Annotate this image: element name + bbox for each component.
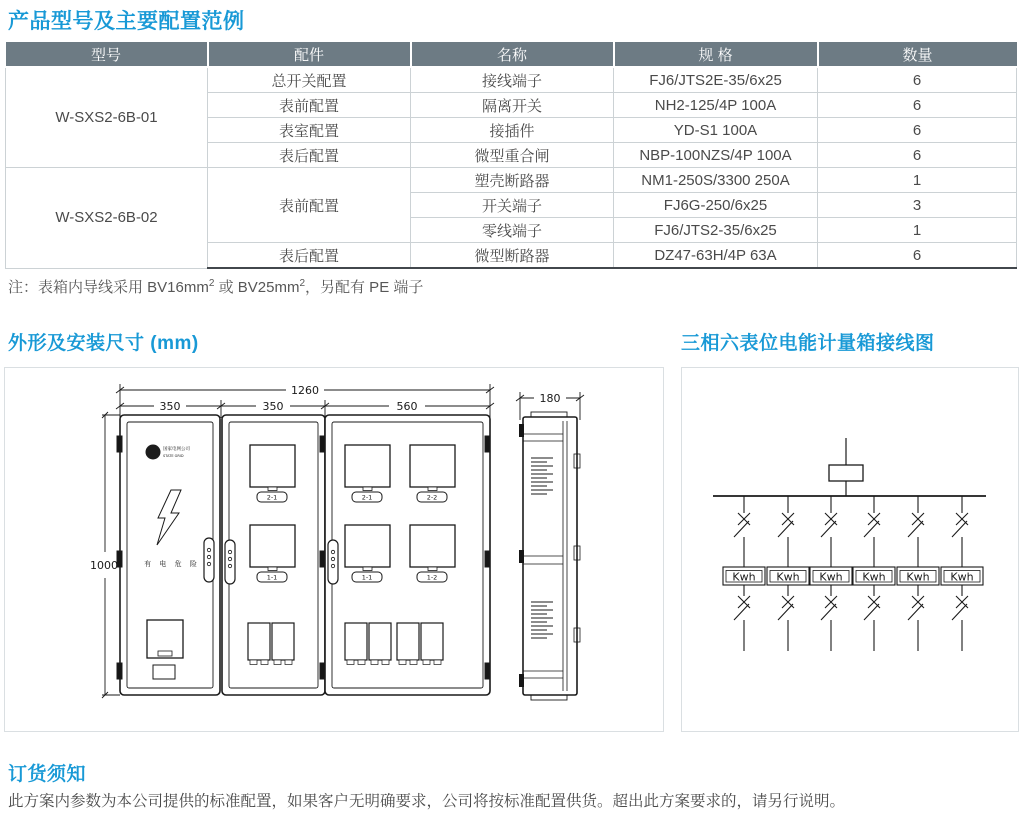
spec-table-container xyxy=(5,42,1016,269)
dim-panel3-width: 560 xyxy=(396,400,418,413)
utility-logo-icon xyxy=(146,445,161,460)
table-cell: 6 xyxy=(818,143,1017,168)
breaker-unit xyxy=(345,623,367,665)
table-cell: 微型重合闸 xyxy=(411,143,614,168)
table-cell: 6 xyxy=(818,93,1017,118)
kwh-label: Kwh xyxy=(950,570,974,584)
logo-text: 国家电网公司 xyxy=(163,447,190,452)
dim-depth: 180 xyxy=(539,392,561,405)
breaker-unit xyxy=(369,623,391,665)
ordering-text: 此方案内参数为本公司提供的标准配置，如果客户无明确要求，公司将按标准配置供货。超出此方案要求的，请另行说明。 xyxy=(8,793,846,810)
kwh-label: Kwh xyxy=(776,570,800,584)
wire-note: 注：表箱内导线采用 $BV16mm^2$ 或 $BV25mm^2$，另配有 PE 端子 xyxy=(8,278,424,296)
wiring-diagram-box xyxy=(681,367,1019,732)
table-cell: 6 xyxy=(818,118,1017,143)
column-header-qty: 数量 xyxy=(818,42,1017,67)
spec-table xyxy=(5,42,1017,269)
meter-window xyxy=(250,445,295,491)
breaker-unit xyxy=(248,623,270,665)
column-header-model: 型号 xyxy=(6,42,208,67)
meter-window xyxy=(250,525,295,571)
door-lock xyxy=(328,540,338,584)
table-cell: 接线端子 xyxy=(411,67,614,93)
table-cell: 1 xyxy=(818,168,1017,193)
meter-label: 2-1 xyxy=(361,493,373,502)
dimensions-section-title: 外形及安装尺寸 (mm) xyxy=(8,333,199,354)
dimension-drawing xyxy=(5,368,663,731)
model-cell: W-SXS2-6B-02 xyxy=(6,168,208,269)
meter-label: 1-1 xyxy=(266,573,278,582)
table-cell: 表后配置 xyxy=(208,143,411,168)
dim-total-width: 1260 xyxy=(291,384,319,397)
table-cell: 6 xyxy=(818,67,1017,93)
document-window xyxy=(147,620,183,658)
kwh-label: Kwh xyxy=(732,570,756,584)
table-cell: NH2-125/4P 100A xyxy=(614,93,818,118)
table-cell: YD-S1 100A xyxy=(614,118,818,143)
table-cell: 隔离开关 xyxy=(411,93,614,118)
kwh-label: Kwh xyxy=(862,570,886,584)
table-cell: 3 xyxy=(818,193,1017,218)
table-cell: 总开关配置 xyxy=(208,67,411,93)
column-header-spec: 规 格 xyxy=(614,42,818,67)
table-cell: 表室配置 xyxy=(208,118,411,143)
breaker-unit xyxy=(272,623,294,665)
dim-height: 1000 xyxy=(90,559,118,572)
meter-label: 2-1 xyxy=(266,493,278,502)
wiring-branches xyxy=(723,496,983,651)
breaker-unit xyxy=(421,623,443,665)
meter-window xyxy=(345,525,390,571)
table-cell: NM1-250S/3300 250A xyxy=(614,168,818,193)
door-lock xyxy=(225,540,235,584)
column-header-name: 名称 xyxy=(411,42,614,67)
wiring-main xyxy=(713,438,986,496)
danger-warning-text: 有 电 危 险 xyxy=(144,560,200,568)
table-cell: 6 xyxy=(818,243,1017,269)
meter-window xyxy=(345,445,390,491)
table-cell: 表后配置 xyxy=(208,243,411,269)
breaker-unit xyxy=(397,623,419,665)
table-cell: 微型断路器 xyxy=(411,243,614,269)
table-cell: FJ6/JTS2E-35/6x25 xyxy=(614,67,818,93)
table-cell: FJ6G-250/6x25 xyxy=(614,193,818,218)
table-cell: 塑壳断路器 xyxy=(411,168,614,193)
table-row xyxy=(6,168,1017,193)
dim-panel2-width: 350 xyxy=(262,400,284,413)
meter-label: 1-2 xyxy=(426,573,438,582)
table-cell: NBP-100NZS/4P 100A xyxy=(614,143,818,168)
table-row xyxy=(6,67,1017,93)
door-lock xyxy=(204,538,214,582)
meter-label: 1-1 xyxy=(361,573,373,582)
front-view-right-panel xyxy=(325,415,490,695)
table-cell: 零线端子 xyxy=(411,218,614,243)
meter-window xyxy=(410,445,455,491)
wiring-diagram xyxy=(682,368,1018,731)
meter-label: 2-2 xyxy=(426,493,438,502)
meter-window xyxy=(410,525,455,571)
table-cell: FJ6/JTS2-35/6x25 xyxy=(614,218,818,243)
column-header-part: 配件 xyxy=(208,42,411,67)
kwh-label: Kwh xyxy=(906,570,930,584)
main-breaker-box xyxy=(829,465,863,481)
side-view xyxy=(519,412,580,700)
table-cell: 开关端子 xyxy=(411,193,614,218)
table-cell: 表前配置 xyxy=(208,168,411,243)
kwh-label: Kwh xyxy=(819,570,843,584)
ordering-section-title: 订货须知 xyxy=(8,764,87,785)
logo-subtext: STATE GRID xyxy=(163,454,184,458)
table-cell: 表前配置 xyxy=(208,93,411,118)
dimension-drawing-box xyxy=(4,367,664,732)
front-view-middle-panel xyxy=(222,415,325,695)
model-cell: W-SXS2-6B-01 xyxy=(6,67,208,168)
table-header-row xyxy=(6,42,1017,67)
table-cell: 1 xyxy=(818,218,1017,243)
dim-panel1-width: 350 xyxy=(159,400,181,413)
table-cell: 接插件 xyxy=(411,118,614,143)
table-cell: DZ47-63H/4P 63A xyxy=(614,243,818,269)
wiring-section-title: 三相六表位电能计量箱接线图 xyxy=(681,333,935,354)
page-title: 产品型号及主要配置范例 xyxy=(8,10,245,33)
